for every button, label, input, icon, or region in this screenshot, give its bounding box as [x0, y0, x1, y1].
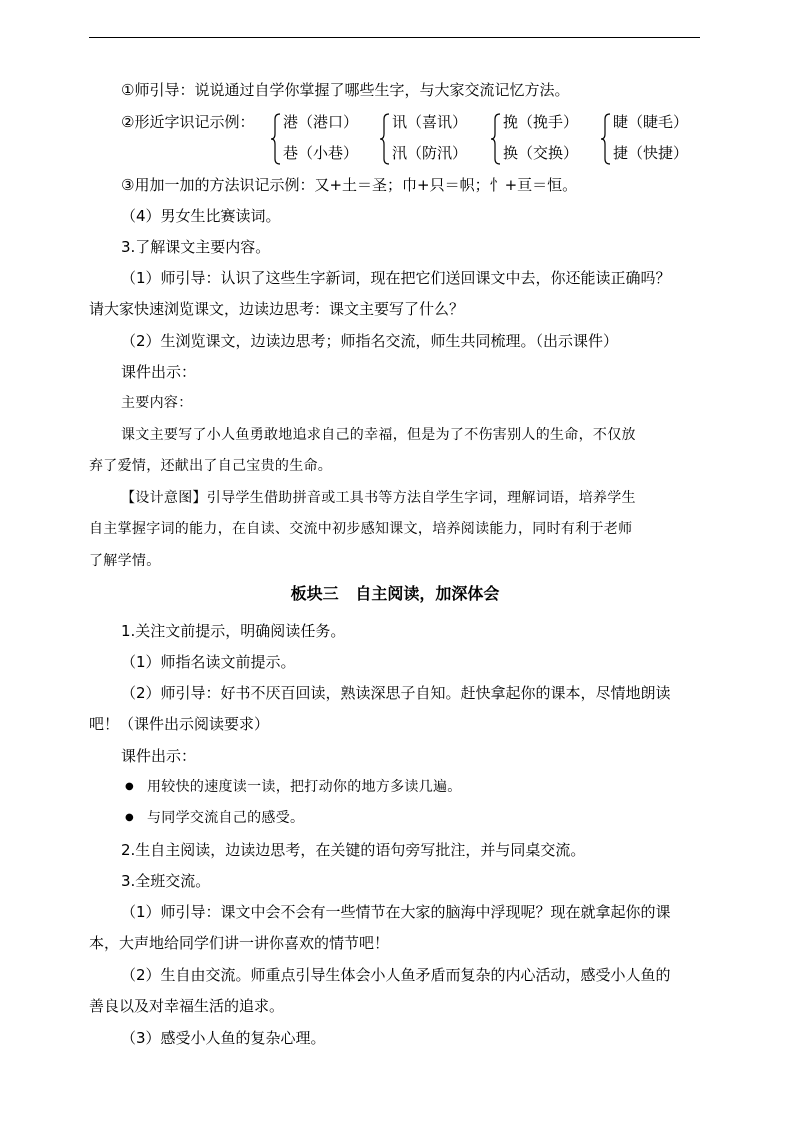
text-line: 主要内容： — [121, 395, 193, 411]
pair-word-top: 讯（喜讯） — [392, 113, 468, 131]
text-line: 课件出示： — [121, 747, 197, 765]
brace-icon — [380, 113, 390, 165]
pair-word-top: 港（港口） — [283, 113, 359, 131]
bullet-icon: ● — [125, 781, 134, 792]
pair-word-bottom: 汛（防汛） — [392, 144, 468, 162]
text-line: 请大家快速浏览课文，边读边思考：课文主要写了什么？ — [89, 300, 465, 318]
text-line: （1）师引导：课文中会不会有一些情节在大家的脑海中浮现呢？现在就拿起你的课 — [121, 903, 671, 921]
text-line: 3.全班交流。 — [121, 872, 211, 890]
text-line: 1.关注文前提示，明确阅读任务。 — [121, 622, 346, 640]
pair-word-top: 挽（挽手） — [503, 113, 579, 131]
text-line: 了解学情。 — [89, 553, 161, 569]
text-line: 善良以及对幸福生活的追求。 — [89, 997, 285, 1015]
examples-label: ②形近字识记示例： — [121, 113, 255, 131]
text-line: （2）生浏览课文，边读边思考；师指名交流，师生共同梳理。（出示课件） — [121, 332, 619, 350]
text-line: ①师引导：说说通过自学你掌握了哪些生字，与大家交流记忆方法。 — [121, 81, 570, 99]
header-rule — [89, 37, 700, 38]
pair-word-bottom: 换（交换） — [503, 144, 579, 162]
brace-icon — [491, 113, 501, 165]
pair-word-top: 睫（睫毛） — [613, 113, 689, 131]
text-line: ③用加一加的方法识记示例：又+土＝圣；巾+只＝帜；忄+亘＝恒。 — [121, 176, 578, 194]
brace-icon — [601, 113, 611, 165]
text-line: 吧！（课件出示阅读要求） — [89, 715, 270, 733]
bullet-item: 与同学交流自己的感受。 — [147, 810, 305, 826]
text-line: 【设计意图】引导学生借助拼音或工具书等方法自学生字词，理解词语，培养学生 — [121, 490, 636, 506]
brace-icon — [271, 113, 281, 165]
text-line: 2.生自主阅读，边读边思考，在关键的语句旁写批注，并与同桌交流。 — [121, 841, 586, 859]
pair-word-bottom: 巷（小巷） — [283, 144, 359, 162]
text-line: 课件出示： — [121, 363, 197, 381]
text-line: （2）生自由交流。师重点引导生体会小人鱼矛盾而复杂的内心活动，感受小人鱼的 — [121, 966, 671, 984]
section-heading: 板块三 自主阅读，加深体会 — [290, 584, 500, 603]
text-line: （3）感受小人鱼的复杂心理。 — [121, 1029, 326, 1047]
text-line: 自主掌握字词的能力，在自读、交流中初步感知课文，培养阅读能力，同时有利于老师 — [89, 521, 633, 537]
similar-characters-examples — [89, 112, 701, 168]
bullet-item: 用较快的速度读一读，把打动你的地方多读几遍。 — [147, 779, 462, 795]
text-line: 3.了解课文主要内容。 — [121, 238, 271, 256]
text-line: （1）师指名读文前提示。 — [121, 653, 296, 671]
text-line: 课文主要写了小人鱼勇敢地追求自己的幸福，但是为了不伤害别人的生命，不仅放 — [121, 427, 636, 443]
text-line: （4）男女生比赛读词。 — [121, 207, 281, 225]
text-line: （2）师引导：好书不厌百回读，熟读深思子自知。赶快拿起你的课本，尽情地朗读 — [121, 684, 671, 702]
text-line: （1）师引导：认识了这些生字新词，现在把它们送回课文中去，你还能读正确吗？ — [121, 269, 671, 287]
text-line: 弃了爱情，还献出了自己宝贵的生命。 — [89, 458, 333, 474]
text-line: 本，大声地给同学们讲一讲你喜欢的情节吧！ — [89, 934, 390, 952]
bullet-icon: ● — [125, 812, 134, 823]
pair-word-bottom: 捷（快捷） — [613, 144, 689, 162]
